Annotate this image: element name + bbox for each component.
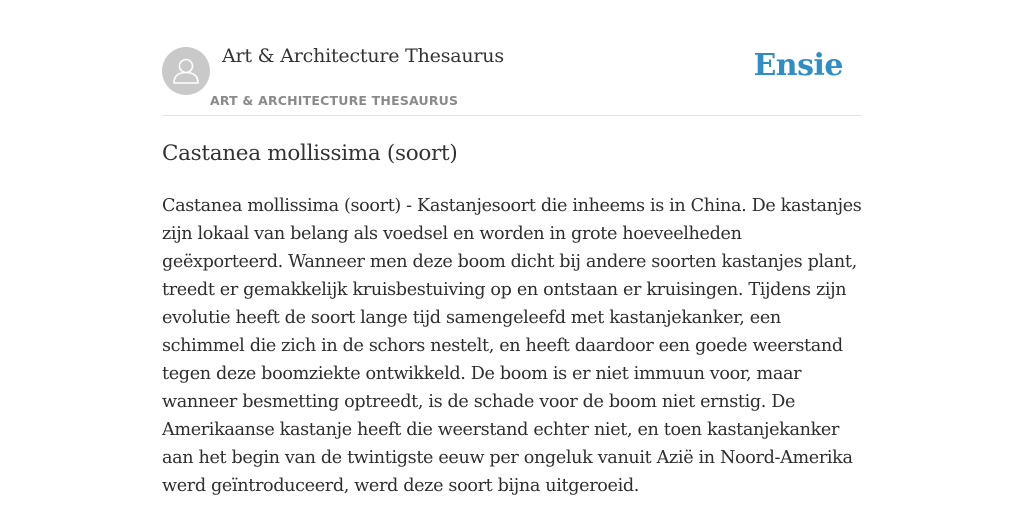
- ensie-logo[interactable]: Ensie: [753, 48, 843, 83]
- source-subtitle: ART & ARCHITECTURE THESAURUS: [210, 93, 459, 108]
- page-container: [162, 0, 862, 496]
- avatar[interactable]: [162, 47, 210, 95]
- source-title-link[interactable]: Art & Architecture Thesaurus: [222, 45, 504, 67]
- term-title: Castanea mollissima (soort): [162, 141, 458, 166]
- user-silhouette-icon: [162, 47, 210, 95]
- source-header: [162, 0, 862, 116]
- definition-text: Castanea mollissima (soort) - Kastanjesoort die inheems is in China. De kastanjes zijn lokaal van belang als voedsel en worden in grote hoeveelheden geëxporteerd. Wanneer men deze boom dicht bij andere soorten kastanjes plant, treedt er gemakkelijk kruisbestuiving op en ontstaan er kruisingen. Tijdens zijn evolutie heeft de soort lange tijd samengeleefd met kastanjekanker, een schimmel die zich in de schors nestelt, en heeft daardoor een goede weerstand tegen deze boomziekte ontwikkeld. De boom is er niet immuun voor, maar wanneer besmetting optreedt, is de schade voor de boom niet ernstig. De Amerikaanse kastanje heeft die weerstand echter niet, en toen kastanjekanker aan het begin van de twintigste eeuw per ongeluk vanuit Azië in Noord-Amerika werd geïntroduceerd, werd deze soort bijna uitgeroeid.: [162, 196, 862, 496]
